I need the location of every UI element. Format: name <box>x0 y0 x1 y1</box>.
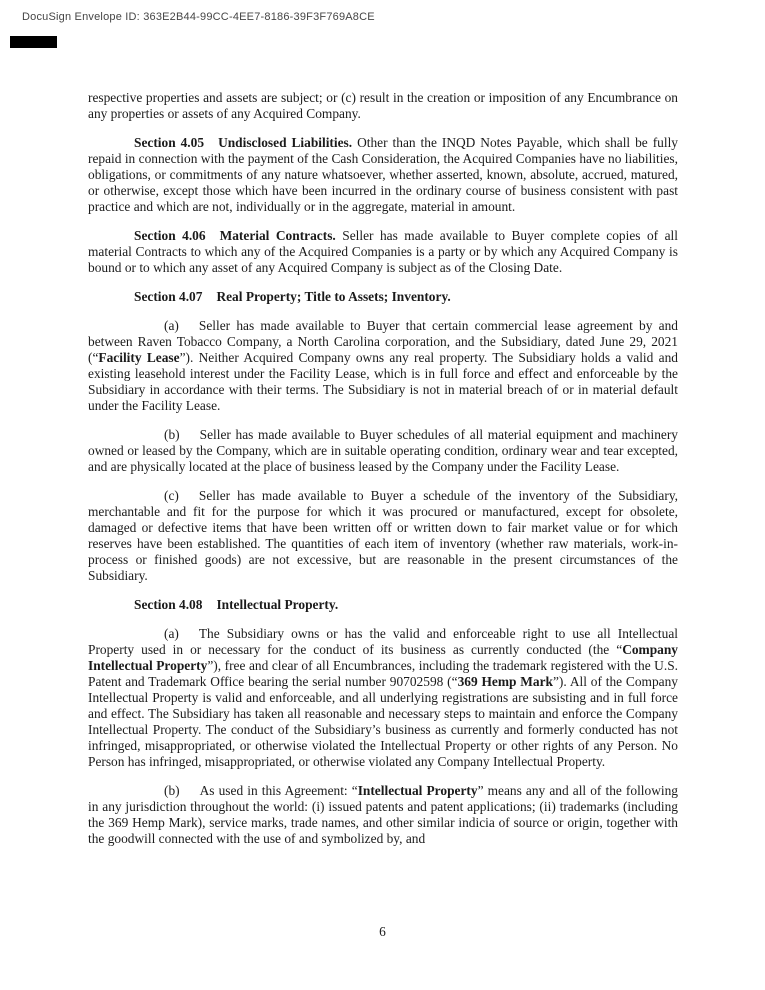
text-run: As used in this Agreement: “ <box>199 783 358 798</box>
text-run: Seller has made available to Buyer a schedule of the inventory of the Subsidiary, merchantable and fit for the purpose for which it was procured or manufactured, except for obsolete, damaged or defective items that have been written off or written down to fair market value or for which reserves have been established. The quantities of each item of inventory (whether raw materials, work-in-process or finished goods) are not excessive, but are reasonable in the present circumstances of the Subsidiary. <box>88 488 678 583</box>
text-run: (a) <box>164 626 179 641</box>
text-run: (c) <box>164 488 179 503</box>
text-run: ”). Neither Acquired Company owns any real property. The Subsidiary holds a valid and existing leasehold interest under the Facility Lease, which is in full force and effect and enforceable by the Subsidiary in accordance with their terms. The Subsidiary is not in material breach of or in material default under the Facility Lease. <box>88 350 678 413</box>
text-run: (b) <box>164 427 180 442</box>
section-4-07-heading <box>88 289 678 305</box>
bold-text-run: Section 4.08 <box>134 597 203 612</box>
bold-text-run: Material Contracts. <box>219 228 336 243</box>
text-run: ”). All of the Company Intellectual Property is valid and enforceable, and all underlying registrations are subsisting and in full force and effect. The Subsidiary has taken all reasonable and necessary steps to maintain and enforce the Company Intellectual Property. The conduct of the Subsidiary’s business as currently and formerly conducted has not infringed, misappropriated, or otherwise violated the Intellectual Property or other rights of any Person. No Person has infringed, misappropriated, or otherwise violated any Company Intellectual Property. <box>88 674 678 769</box>
section-4-05-undisclosed-liabilities <box>88 135 678 215</box>
text-run: respective properties and assets are subject; or (c) result in the creation or imposition of any Encumbrance on any properties or assets of any Acquired Company. <box>88 90 678 121</box>
redaction-mark <box>10 36 57 48</box>
paragraph-continuation <box>88 90 678 122</box>
bold-text-run: Section 4.05 <box>134 135 205 150</box>
bold-text-run: Section 4.06 <box>134 228 206 243</box>
page-number: 6 <box>379 924 386 939</box>
bold-text-run: Undisclosed Liabilities. <box>218 135 353 150</box>
bold-text-run: Facility Lease <box>98 350 180 365</box>
bold-text-run: Section 4.07 <box>134 289 203 304</box>
bold-text-run: Company Intellectual Property <box>88 642 678 673</box>
docusign-envelope-id: DocuSign Envelope ID: 363E2B44-99CC-4EE7-8186-39F3F769A8CE <box>22 11 375 23</box>
bold-text-run: Intellectual Property <box>357 783 478 798</box>
text-run: ” means any and all of the following in any jurisdiction throughout the world: (i) issued patents and patent applications; (ii) trademarks (including the 369 Hemp Mark), service marks, trade names, and other similar indicia of source or origin, together with the goodwill connected with the use of and symbolized by, and <box>88 783 678 846</box>
text-run: ”), free and clear of all Encumbrances, including the trademark registered with the U.S. Patent and Trademark Office bearing the serial number 90702598 (“ <box>88 658 678 689</box>
section-4-07-paragraph-a <box>88 318 678 414</box>
section-4-08-paragraph-b <box>88 783 678 847</box>
text-run: Seller has made available to Buyer complete copies of all material Contracts to which any of the Acquired Companies is a party or by which any Acquired Company is bound or to which any asset of any Acquired Company is subject as of the Closing Date. <box>88 228 678 275</box>
text-run: Other than the INQD Notes Payable, which shall be fully repaid in connection with the payment of the Cash Consideration, the Acquired Companies have no liabilities, obligations, or commitments of any nature whatsoever, whether asserted, known, absolute, accrued, matured, or otherwise, except those which have been incurred in the ordinary course of business consistent with past practice and which are not, individually or in the aggregate, material in amount. <box>88 135 679 214</box>
section-4-08-paragraph-a <box>88 626 678 770</box>
bold-text-run: Intellectual Property. <box>216 597 339 612</box>
text-run: Seller has made available to Buyer schedules of all material equipment and machinery owned or leased by the Company, which are in suitable operating condition, ordinary wear and tear excepted, and are physically located at the place of business leased by the Company under the Facility Lease. <box>88 427 678 474</box>
document-body <box>88 90 678 847</box>
section-4-06-material-contracts <box>88 228 678 276</box>
bold-text-run: 369 Hemp Mark <box>457 674 553 689</box>
text-run: Seller has made available to Buyer that certain commercial lease agreement by and between Raven Tobacco Company, a North Carolina corporation, and the Subsidiary, dated June 29, 2021 (“ <box>88 318 678 365</box>
text-run: (a) <box>164 318 179 333</box>
text-run: (b) <box>164 783 180 798</box>
section-4-07-paragraph-b <box>88 427 678 475</box>
bold-text-run: Real Property; Title to Assets; Inventory. <box>216 289 451 304</box>
section-4-07-paragraph-c <box>88 488 678 584</box>
section-4-08-heading <box>88 597 678 613</box>
text-run: The Subsidiary owns or has the valid and enforceable right to use all Intellectual Property used in or necessary for the conduct of its business as currently conducted (the “ <box>88 626 678 657</box>
